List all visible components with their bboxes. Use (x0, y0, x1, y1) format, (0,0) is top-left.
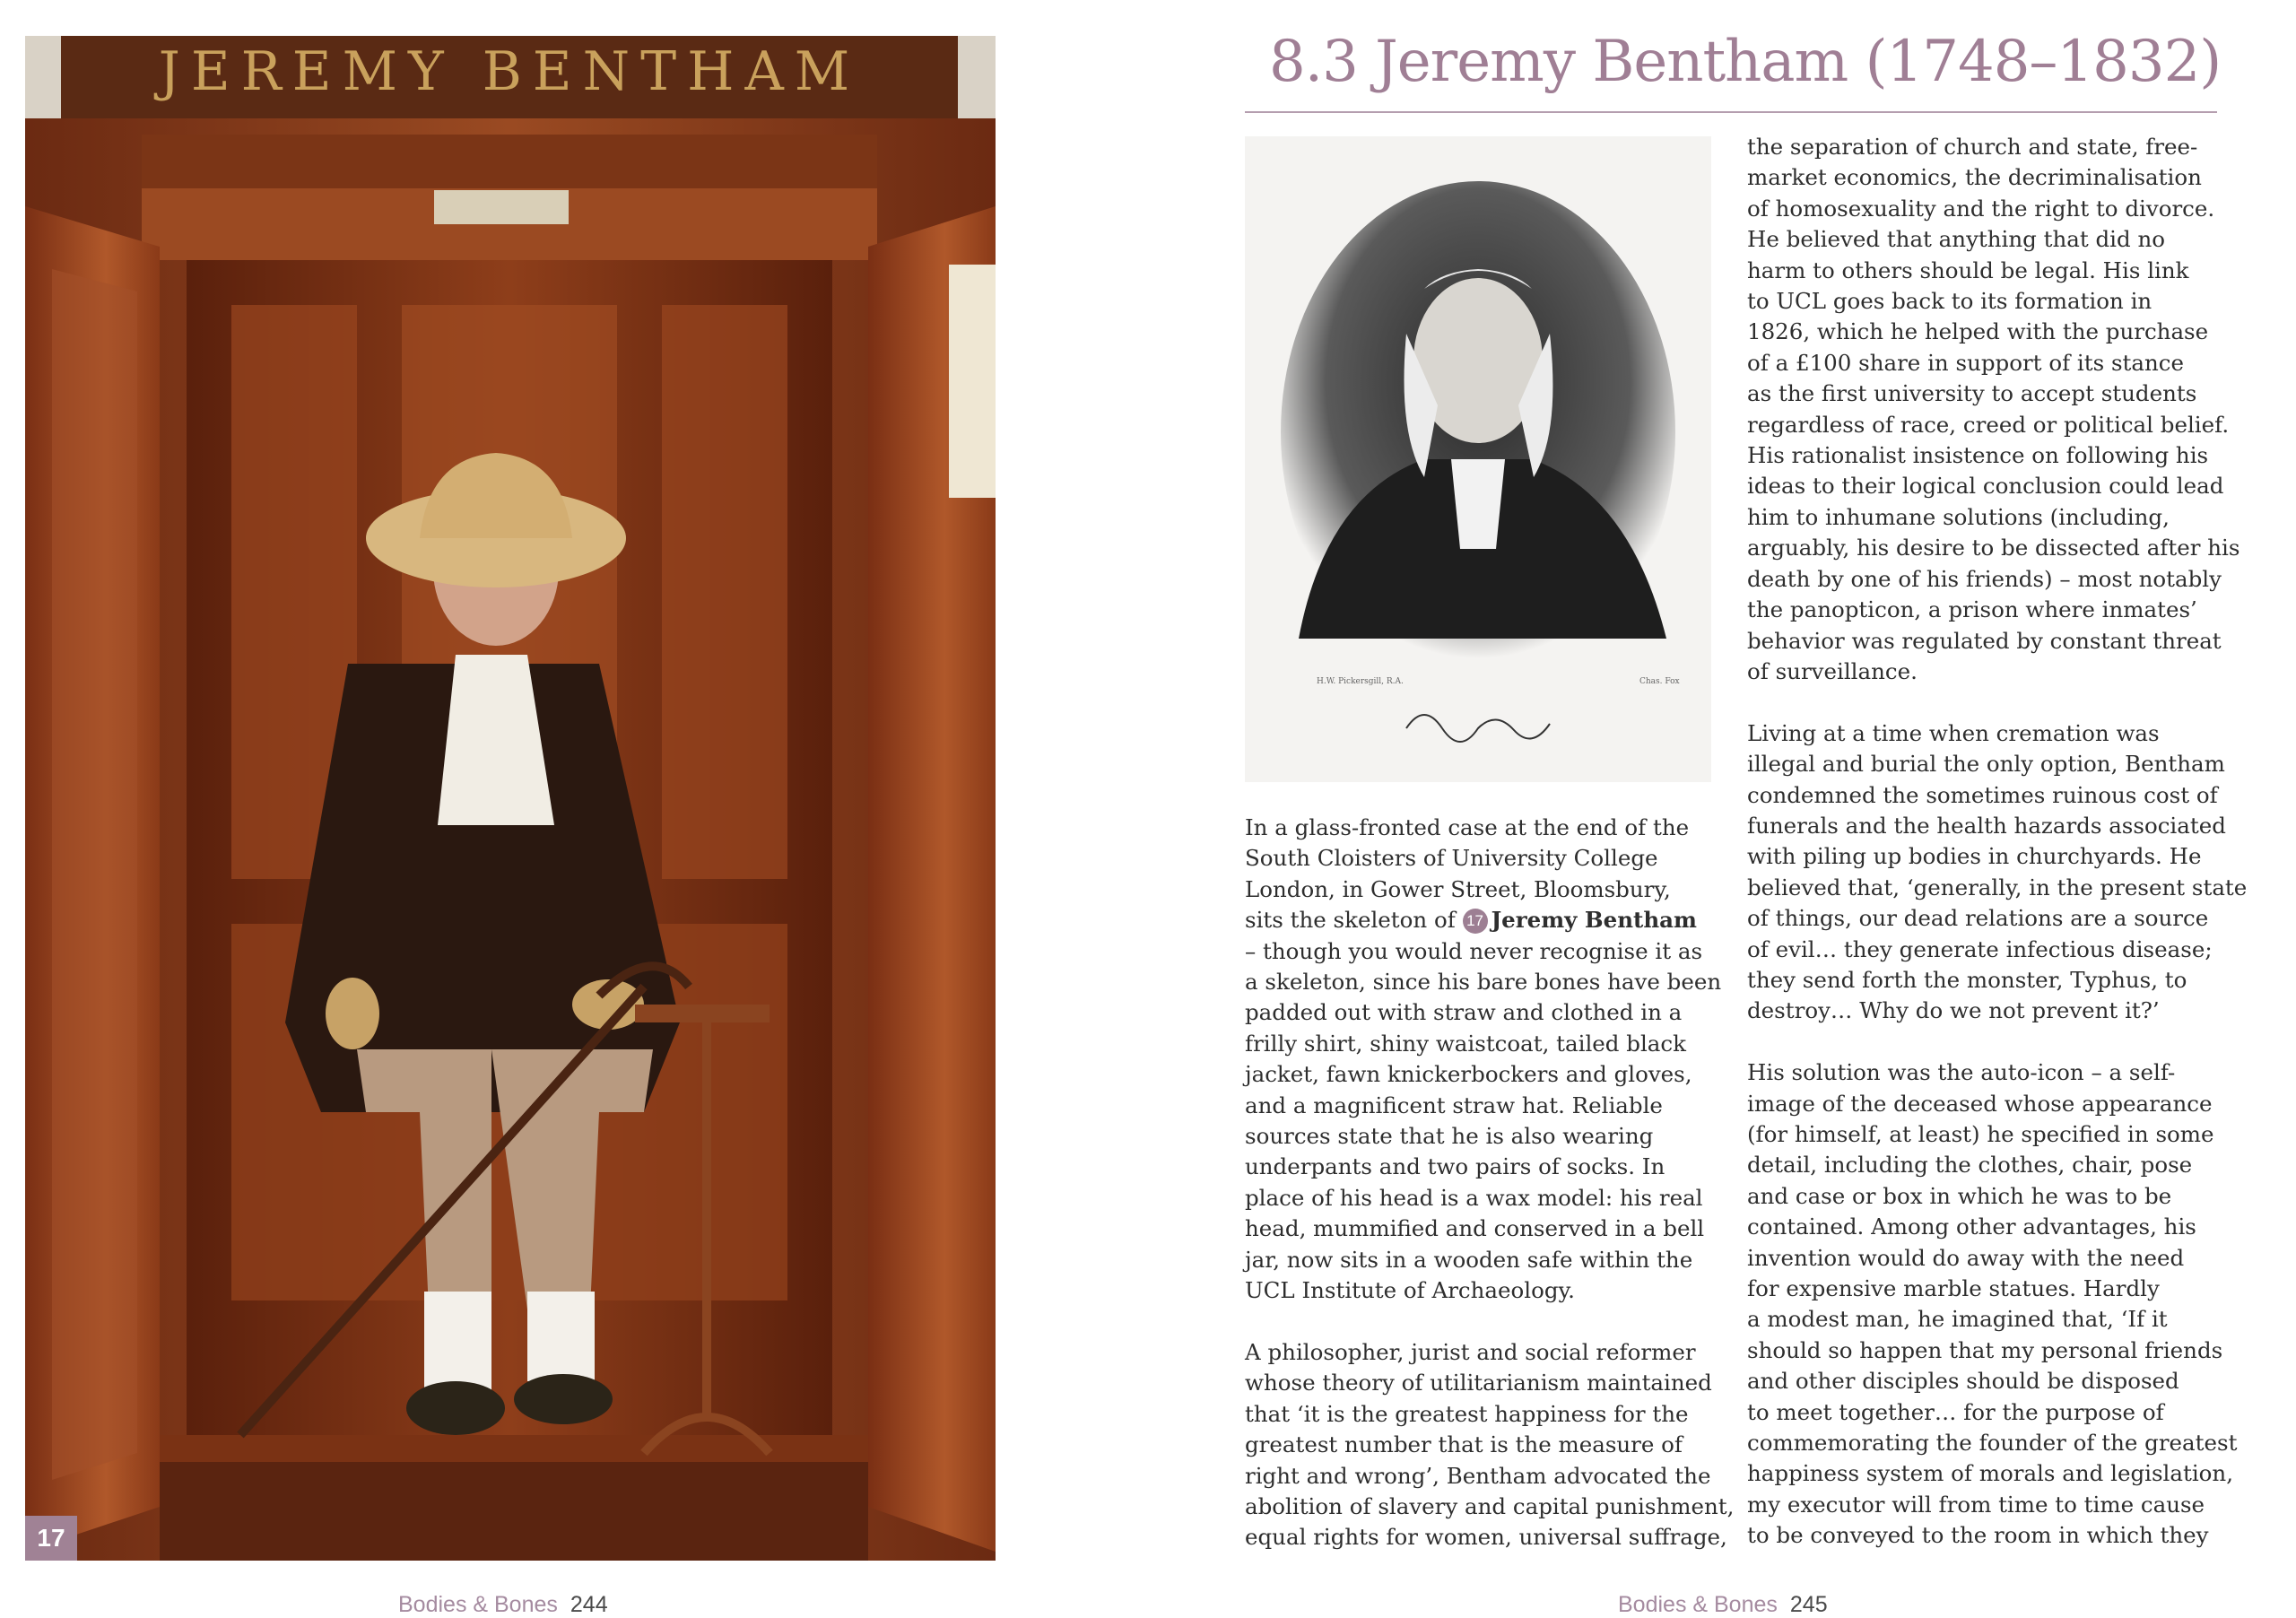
text-line: whose theory of utilitarianism maintained (1245, 1370, 1712, 1396)
text-line: ideas to their logical conclusion could lead (1747, 473, 2224, 500)
text-line: that ‘it is the greatest happiness for the (1245, 1400, 1689, 1427)
page-title: 8.3 Jeremy Bentham (1748–1832) (1269, 29, 2222, 95)
paragraph-auto-icon (1747, 1057, 2247, 1552)
text-line: market economics, the decriminalisation (1747, 164, 2202, 191)
text-line: UCL Institute of Archaeology. (1245, 1277, 1575, 1304)
portrait-illustration (1245, 136, 1711, 782)
text-line: with piling up bodies in churchyards. He (1747, 843, 2202, 870)
text-line: arguably, his desire to be dissected after his (1747, 535, 2240, 561)
text-line: the panopticon, a prison where inmates’ (1747, 596, 2197, 623)
text-line: commemorating the founder of the greatest (1747, 1430, 2238, 1457)
text-line: a skeleton, since his bare bones have been (1245, 969, 1722, 996)
footer-book-title: Bodies & Bones (1618, 1592, 1778, 1617)
paragraph-philosopher (1245, 1337, 1734, 1553)
auto-icon-photo (25, 36, 996, 1561)
text-line: believed that, ‘generally, in the present state (1747, 874, 2248, 900)
text-line: – though you would never recognise it as (1245, 937, 1703, 964)
text-line: South Cloisters of University College (1245, 845, 1658, 872)
text-line: funerals and the health hazards associated (1747, 812, 2226, 839)
text-line: padded out with straw and clothed in a (1245, 999, 1683, 1026)
paragraph-cremation (1747, 718, 2247, 1027)
text-line: equal rights for women, universal suffrage, (1245, 1524, 1727, 1551)
text-line: harm to others should be legal. His link (1747, 257, 2189, 283)
text-line: His rationalist insistence on following his (1747, 442, 2209, 469)
footer-page-number: 244 (570, 1592, 608, 1617)
text-line: (for himself, at least) he specified in some (1747, 1120, 2214, 1147)
text-line: London, in Gower Street, Bloomsbury, (1245, 875, 1671, 902)
text-line: regardless of race, creed or political belief. (1747, 411, 2230, 438)
text-line: underpants and two pairs of socks. In (1245, 1153, 1665, 1180)
text-line: they send forth the monster, Typhus, to (1747, 966, 2187, 993)
text-line: of surveillance. (1747, 657, 1918, 684)
text-line: sources state that he is also wearing (1245, 1123, 1654, 1150)
footer-book-title: Bodies & Bones (398, 1592, 558, 1617)
text-line: to be conveyed to the room in which they (1747, 1522, 2209, 1549)
text-line: a modest man, he imagined that, ‘If it (1747, 1306, 2168, 1333)
plaque-text: JEREMY BENTHAM (158, 40, 861, 103)
text-line: the separation of church and state, free- (1747, 134, 2198, 160)
paragraph-beliefs (1747, 132, 2247, 687)
text-line: death by one of his friends) – most notably (1747, 565, 2222, 592)
text-line: to UCL goes back to its formation in (1747, 288, 2152, 315)
text-line: He believed that anything that did no (1747, 226, 2166, 253)
paragraph-intro (1245, 813, 1734, 1307)
text-line: and a magnificent straw hat. Reliable (1245, 1092, 1663, 1118)
text-line: head, mummified and conserved in a bell (1245, 1215, 1705, 1242)
footer-page-number: 245 (1789, 1592, 1828, 1617)
text-line: right and wrong’, Bentham advocated the (1245, 1462, 1711, 1489)
text-line: and other disciples should be disposed (1747, 1368, 2179, 1395)
text-line: of a £100 share in support of its stance (1747, 349, 2184, 376)
text-line: jar, now sits in a wooden safe within the (1245, 1246, 1693, 1273)
text-line-with-marker (1245, 905, 1734, 935)
text-fragment: sits the skeleton of (1245, 907, 1456, 934)
text-line: image of the deceased whose appearance (1747, 1090, 2213, 1117)
text-line: detail, including the clothes, chair, pose (1747, 1152, 2193, 1179)
text-line: my executor will from time to time cause (1747, 1491, 2205, 1518)
text-line: Living at a time when cremation was (1747, 719, 2160, 746)
text-line: destroy… Why do we not prevent it?’ (1747, 997, 2160, 1024)
text-line: should so happen that my personal friends (1747, 1336, 2223, 1363)
text-line: 1826, which he helped with the purchase (1747, 318, 2209, 345)
text-line: of evil… they generate infectious disease; (1747, 935, 2213, 962)
text-line: place of his head is a wax model: his real (1245, 1184, 1703, 1211)
text-line: condemned the sometimes ruinous cost of (1747, 781, 2218, 808)
text-line: jacket, fawn knickerbockers and gloves, (1245, 1061, 1692, 1088)
text-line: him to inhumane solutions (including, (1747, 503, 2170, 530)
text-line: for expensive marble statues. Hardly (1747, 1275, 2160, 1301)
svg-text:H.W. Pickersgill, R.A.: H.W. Pickersgill, R.A. (1317, 677, 1404, 686)
text-line: greatest number that is the measure of (1245, 1431, 1683, 1458)
text-line: and case or box in which he was to be (1747, 1182, 2172, 1209)
text-line: invention would do away with the need (1747, 1244, 2185, 1271)
text-line: of homosexuality and the right to divorce. (1747, 195, 2215, 222)
text-column-left (1245, 813, 1734, 1553)
bentham-portrait-engraving (1245, 136, 1711, 782)
text-line: A philosopher, jurist and social reformer (1245, 1338, 1696, 1365)
text-line: happiness system of morals and legislation, (1747, 1460, 2233, 1487)
text-line: In a glass-fronted case at the end of the (1245, 814, 1690, 840)
text-line: contained. Among other advantages, his (1747, 1214, 2196, 1240)
subject-name: Jeremy Bentham (1491, 907, 1697, 934)
text-line: to meet together… for the purpose of (1747, 1398, 2164, 1425)
text-line: as the first university to accept students (1747, 380, 2197, 407)
photo-number-badge: 17 (25, 1516, 77, 1561)
auto-icon-illustration (25, 36, 996, 1561)
text-line: behavior was regulated by constant threat (1747, 627, 2222, 654)
location-marker-17: 17 (1463, 909, 1488, 934)
title-divider (1245, 111, 2217, 113)
text-line: illegal and burial the only option, Bentham (1747, 751, 2225, 778)
text-column-right (1747, 132, 2247, 1552)
text-line: His solution was the auto-icon – a self- (1747, 1059, 2176, 1086)
text-line: frilly shirt, shiny waistcoat, tailed black (1245, 1030, 1686, 1057)
svg-text:Chas. Fox: Chas. Fox (1639, 677, 1680, 686)
text-line: of things, our dead relations are a source (1747, 905, 2209, 932)
text-line: abolition of slavery and capital punishment, (1245, 1492, 1735, 1519)
